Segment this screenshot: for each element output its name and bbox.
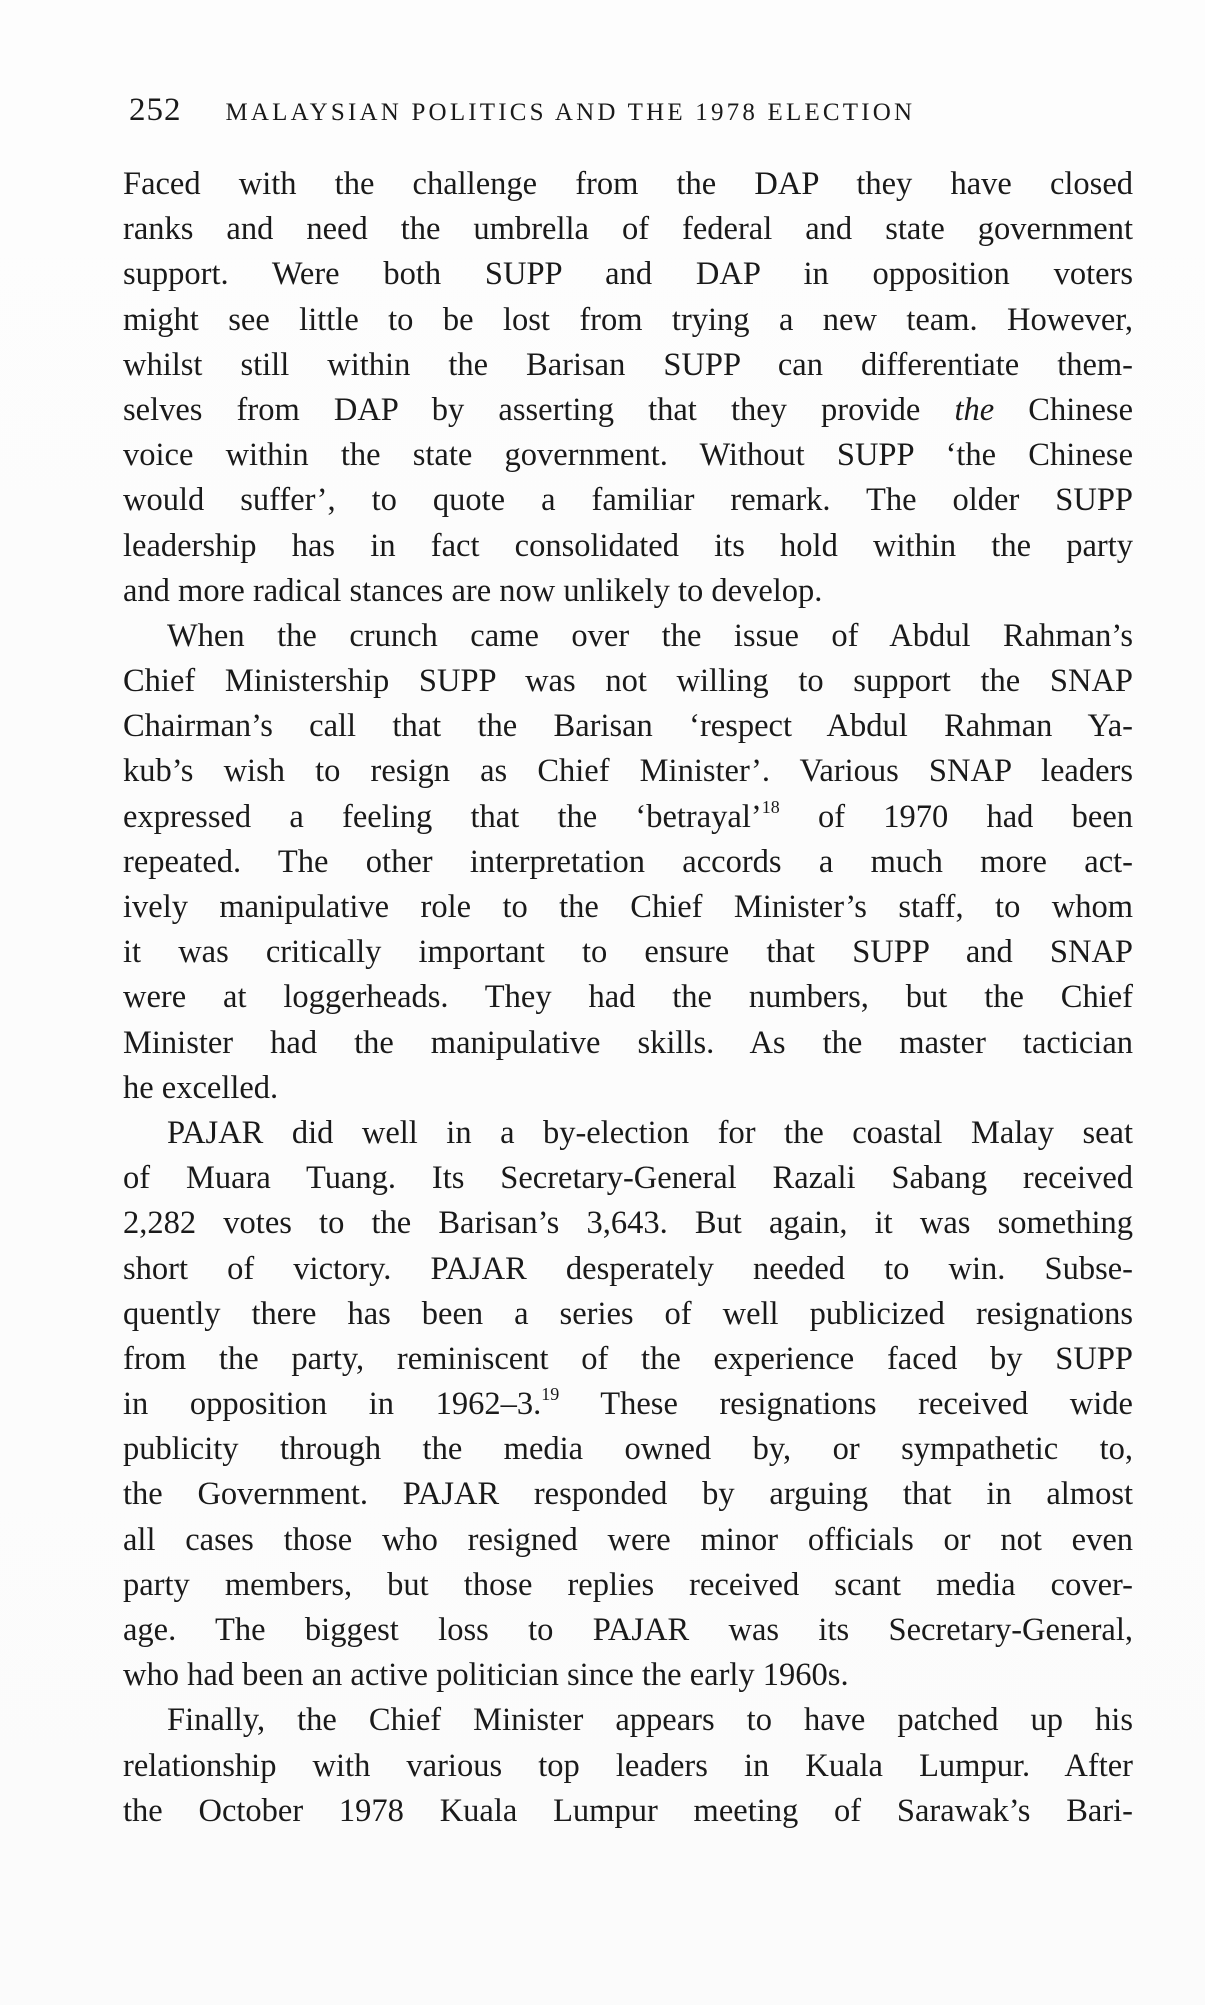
text-line: expressed a feeling that the ‘betrayal’$^{18}$ of 1970 had been [123,796,1133,835]
text-line: and more radical stances are now unlikely to develop. [123,572,823,609]
text-line: leadership has in fact consolidated its hold within the party [123,527,1133,564]
paragraph [123,614,1133,1111]
footnote-reference: 18 [761,796,780,817]
text-line: quently there has been a series of well publicized resignations [123,1295,1133,1332]
paragraph [123,1111,1133,1698]
italic-word: the [954,391,995,428]
text-line: of Muara Tuang. Its Secretary-General Razali Sabang received [123,1160,1133,1197]
text-line: in opposition in 1962–3.19 These resignations received wide [123,1384,1133,1423]
text-line: selves from DAP by asserting that they provide the Chinese [123,391,1133,428]
text-line: Minister had the manipulative skills. As the master tactician [123,1024,1133,1061]
footnote-reference: 19 [541,1384,560,1405]
page-number: 252 [129,92,182,128]
text-line: the Government. PAJAR responded by arguing that in almost [123,1476,1133,1513]
text-line: kub’s wish to resign as Chief Minister’. Various SNAP leaders [123,753,1133,790]
paragraph [123,162,1133,614]
text-line: Faced with the challenge from the DAP they have closed [123,166,1133,202]
text-line: it was critically important to ensure that SUPP and SNAP [123,934,1133,971]
text-line: voice within the state government. Without SUPP ‘the Chinese [123,437,1133,474]
text-line: Finally, the Chief Minister appears to have patched up his [167,1702,1133,1739]
text-line: short of victory. PAJAR desperately needed to win. Subse- [123,1250,1133,1287]
text-line: repeated. The other interpretation accords a much more act- [123,843,1133,880]
text-line: might see little to be lost from trying a new team. However, [123,301,1133,338]
text-line: 2,282 votes to the Barisan’s 3,643. But again, it was something [123,1205,1133,1242]
text-line: would suffer’, to quote a familiar remark. The older SUPP [123,482,1133,519]
paragraph [123,1698,1133,1834]
text-line: all cases those who resigned were minor officials or not even [123,1521,1133,1558]
text-line: whilst still within the Barisan SUPP can differentiate them- [123,346,1133,383]
text-line: party members, but those replies received scant media cover- [123,1566,1133,1603]
running-head: MALAYSIAN POLITICS AND THE 1978 ELECTION [225,99,916,126]
body-text [123,162,1133,1834]
text-line: publicity through the media owned by, or sympathetic to, [123,1431,1133,1468]
text-line: the October 1978 Kuala Lumpur meeting of Sarawak’s Bari- [123,1792,1133,1829]
text-line: ranks and need the umbrella of federal and state government [123,211,1133,248]
text-line: relationship with various top leaders in Kuala Lumpur. After [123,1747,1133,1784]
text-line: PAJAR did well in a by-election for the coastal Malay seat [167,1114,1133,1151]
text-line: support. Were both SUPP and DAP in opposition voters [123,256,1133,293]
text-line: ively manipulative role to the Chief Minister’s staff, to whom [123,889,1133,925]
text-line: When the crunch came over the issue of Abdul Rahman’s [167,617,1133,654]
page-header [129,92,1129,138]
text-line: he excelled. [123,1069,279,1106]
text-line: who had been an active politician since the early 1960s. [123,1657,849,1694]
text-line: age. The biggest loss to PAJAR was its Secretary-General, [123,1612,1133,1648]
text-line: were at loggerheads. They had the numbers, but the Chief [123,979,1133,1016]
text-line: Chairman’s call that the Barisan ‘respect Abdul Rahman Ya- [123,708,1133,745]
text-line: from the party, reminiscent of the experience faced by SUPP [123,1340,1133,1377]
text-line: Chief Ministership SUPP was not willing to support the SNAP [123,663,1133,700]
